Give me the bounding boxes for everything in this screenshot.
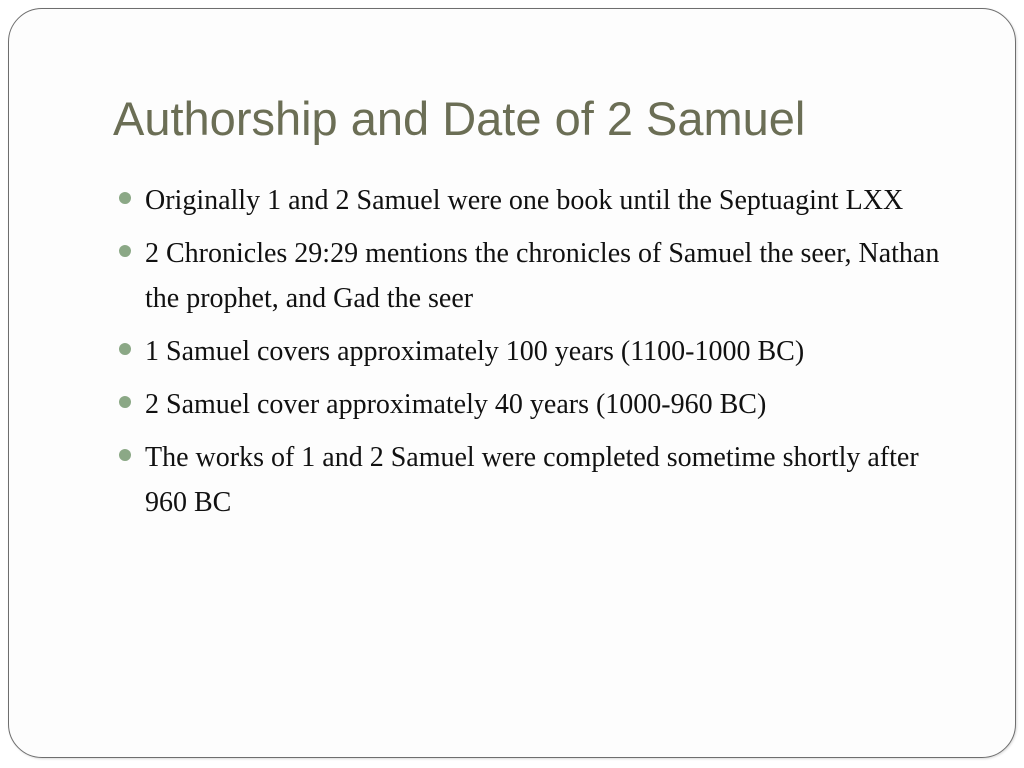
bullet-item-2: [119, 231, 949, 321]
bullet-dot-icon: [119, 245, 131, 257]
bullet-dot-icon: [119, 343, 131, 355]
bullet-dot-icon: [119, 396, 131, 408]
bullet-text-1: Originally 1 and 2 Samuel were one book until the Septuagint LXX: [145, 185, 904, 216]
slide-title: Authorship and Date of 2 Samuel: [113, 92, 806, 145]
bullet-dot-icon: [119, 449, 131, 461]
bullet-dot-icon: [119, 192, 131, 204]
bullet-item-1: [119, 178, 949, 223]
bullet-text-2: 2 Chronicles 29:29 mentions the chronicles of Samuel the seer, Nathan the prophet, and Gad the seer: [145, 238, 940, 314]
slide-frame: [8, 8, 1016, 758]
bullet-item-3: [119, 329, 949, 374]
bullet-list: [119, 178, 949, 533]
bullet-text-3: 1 Samuel covers approximately 100 years (1100-1000 BC): [145, 336, 805, 367]
bullet-item-5: [119, 435, 949, 525]
bullet-item-4: [119, 382, 949, 427]
bullet-text-4: 2 Samuel cover approximately 40 years (1000-960 BC): [145, 389, 767, 420]
bullet-text-5: The works of 1 and 2 Samuel were completed sometime shortly after 960 BC: [145, 442, 919, 518]
